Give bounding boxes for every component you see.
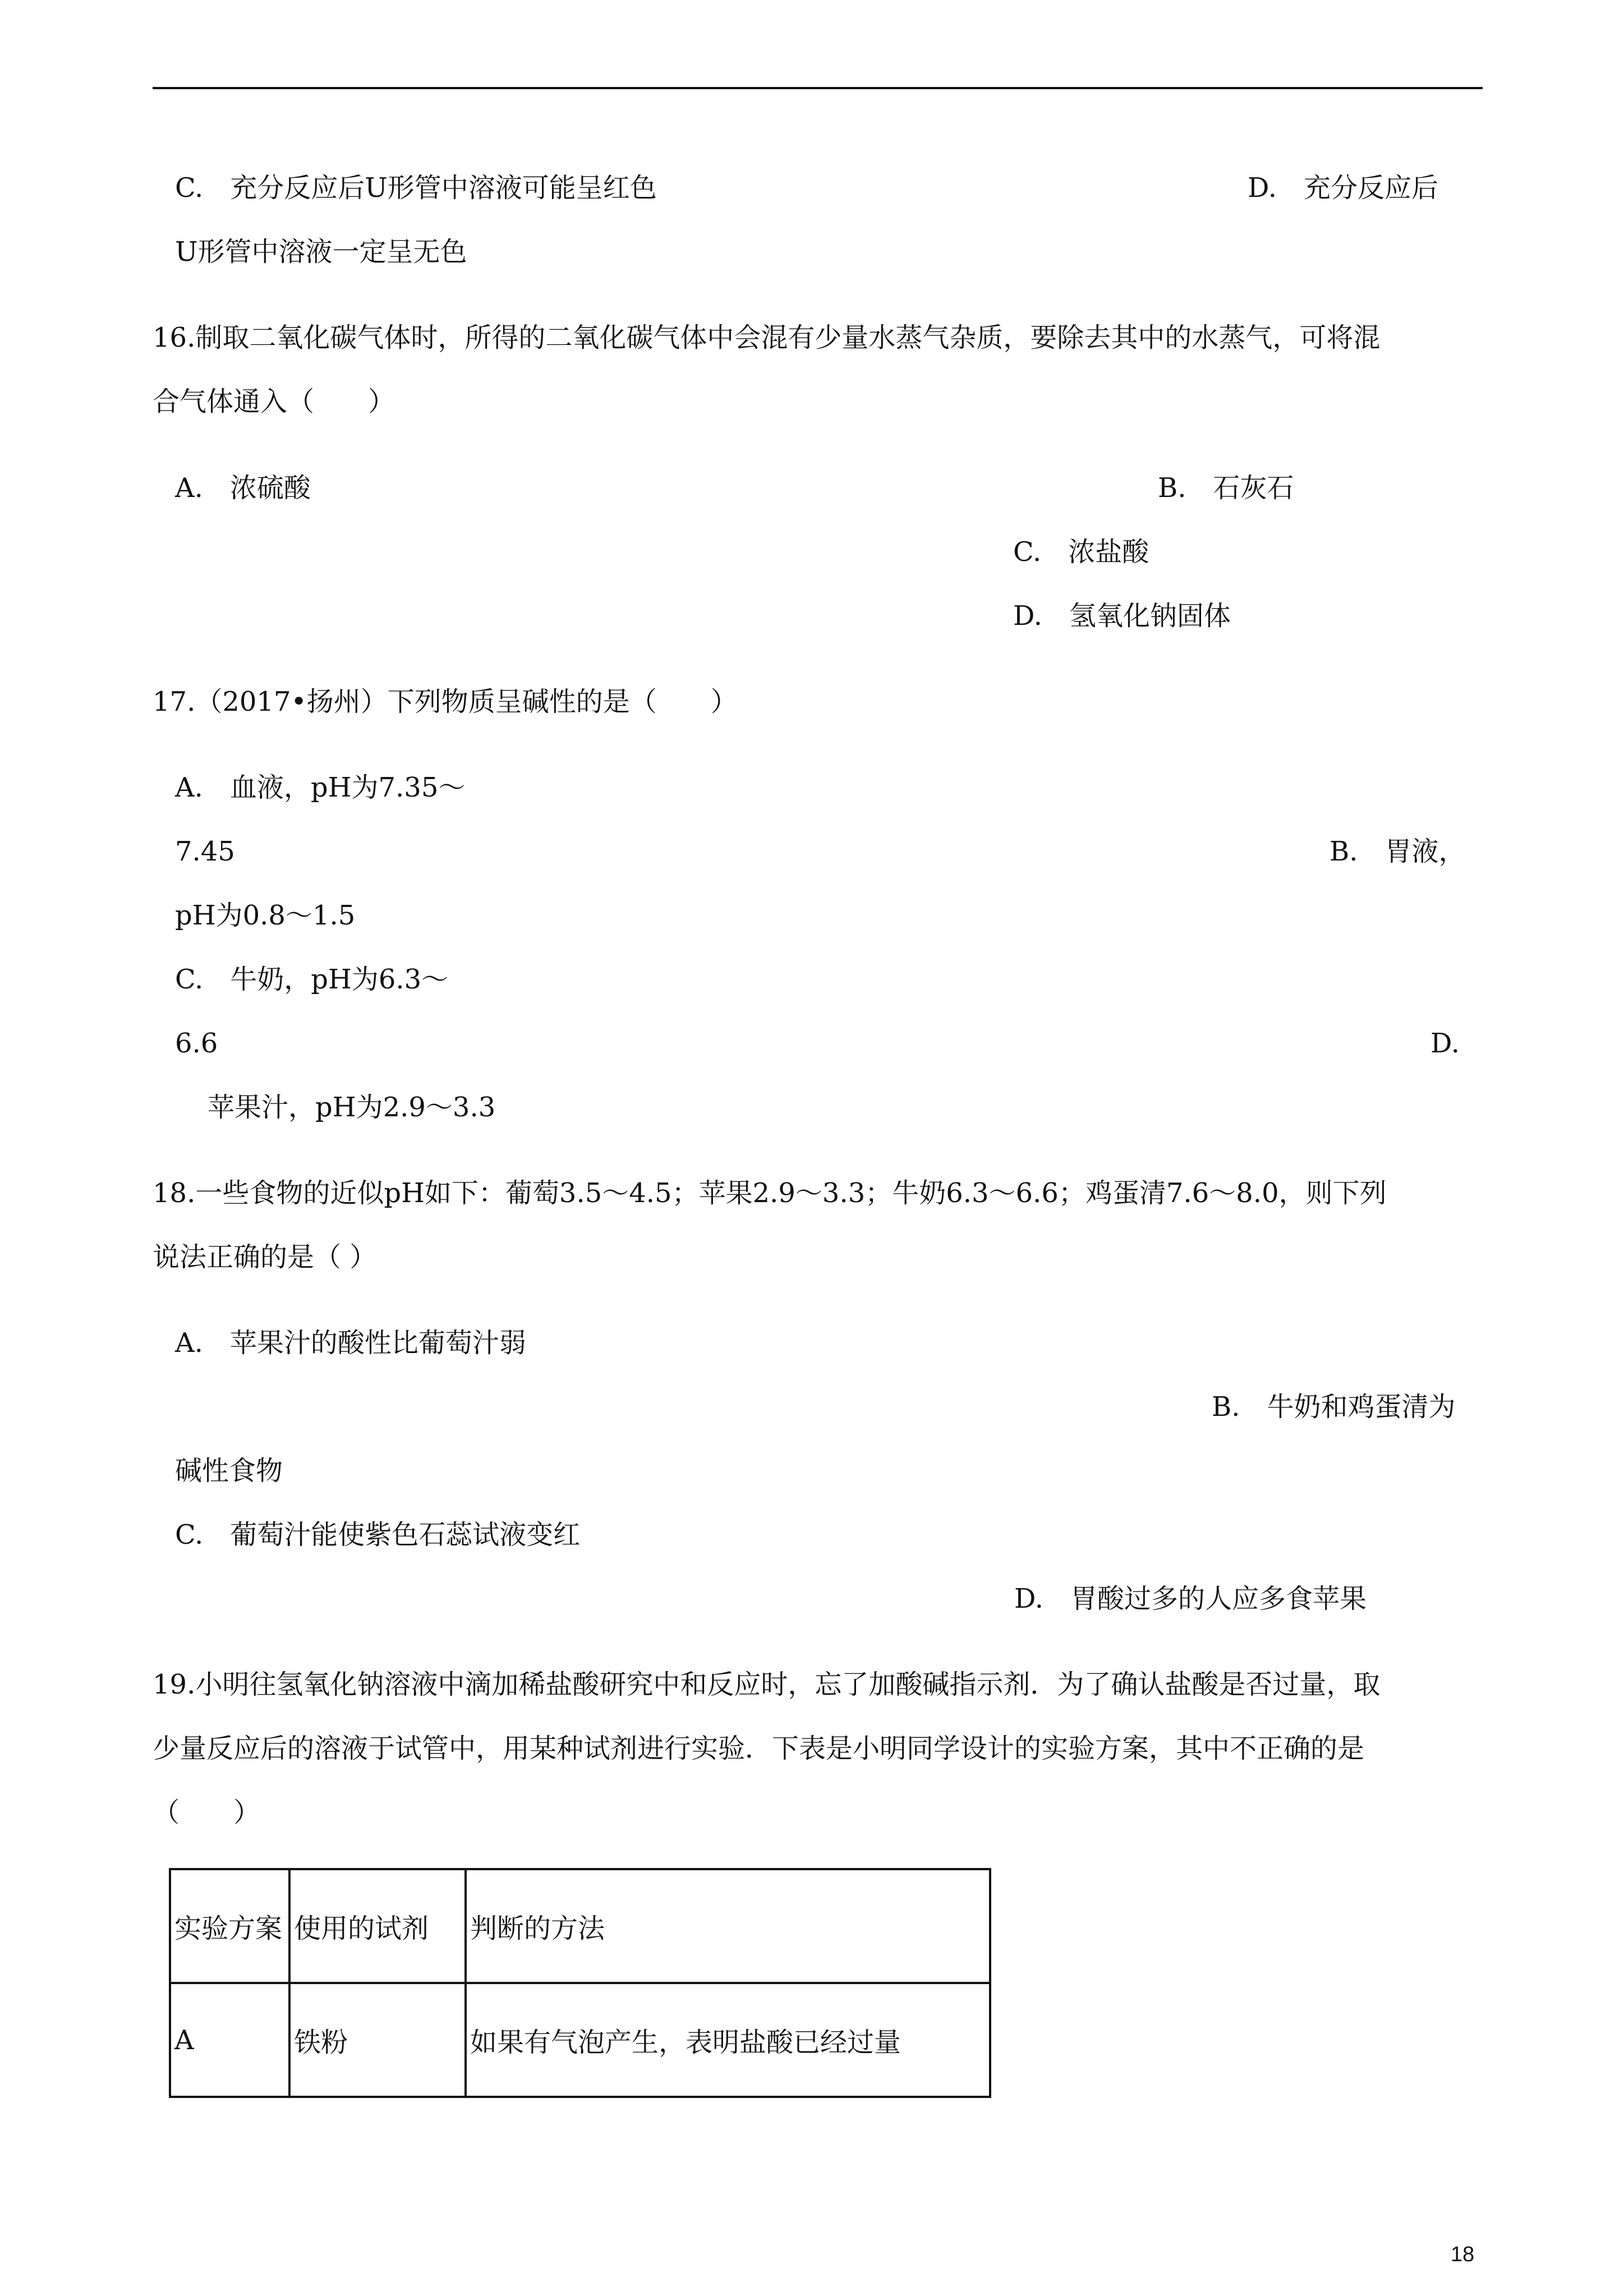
q17-option-d-cont: 苹果汁，pH为2.9～3.3 [208,1092,496,1123]
q15-option-d: D. 充分反应后 [1248,172,1439,204]
table-header-cell: 使用的试剂 [289,1869,466,1983]
table-cell: 铁粉 [289,1983,466,2097]
q19-stem-line1: 19.小明往氢氧化钠溶液中滴加稀盐酸研究中和反应时，忘了加酸碱指示剂．为了确认盐酸是否过量，取 [153,1669,1381,1700]
q16-option-c: C. 浓盐酸 [1013,536,1149,568]
header-rule [153,87,1483,89]
q17-option-b: B. 胃液， [1329,836,1466,867]
page-number: 18 [1451,2243,1475,2266]
q17-option-c: C. 牛奶，pH为6.3～ [175,964,449,995]
q16-option-a: A. 浓硫酸 [175,472,311,504]
q17-stem: 17.（2017•扬州）下列物质呈碱性的是（ ） [153,686,738,717]
q18-option-d: D. 胃酸过多的人应多食苹果 [1014,1583,1367,1614]
table-header-cell: 判断的方法 [466,1869,990,1983]
q17-option-a-cont: 7.45 [175,836,235,867]
q18-option-b: B. 牛奶和鸡蛋清为 [1212,1391,1456,1423]
table-header-cell: 实验方案 [170,1869,289,1983]
q18-stem-line2: 说法正确的是（ ） [153,1241,377,1273]
q18-option-b-cont: 碱性食物 [175,1455,283,1487]
q16-stem-line2: 合气体通入（ ） [153,386,395,417]
q18-stem-line1: 18.一些食物的近似pH如下：葡萄3.5～4.5；苹果2.9～3.3；牛奶6.3～6.6；鸡蛋清7.6～8.0，则下列 [153,1177,1387,1209]
q19-stem-line2: 少量反应后的溶液于试管中，用某种试剂进行实验．下表是小明同学设计的实验方案，其中不正确的是 [153,1733,1365,1764]
q16-stem-line1: 16.制取二氧化碳气体时，所得的二氧化碳气体中会混有少量水蒸气杂质，要除去其中的水蒸气，可将混 [153,322,1381,353]
q19-stem-line3: （ ） [153,1797,261,1828]
table-cell: 如果有气泡产生，表明盐酸已经过量 [466,1983,990,2097]
q17-option-d: D. [1430,1028,1460,1059]
q17-option-c-cont: 6.6 [175,1028,218,1059]
table-header-row [170,1869,990,1983]
q15-option-c: C. 充分反应后U形管中溶液可能呈红色 [175,172,657,204]
experiment-table [169,1868,991,2098]
q18-option-a: A. 苹果汁的酸性比葡萄汁弱 [175,1327,526,1359]
table-row [170,1983,990,2097]
table-cell: A [170,1983,289,2097]
q18-option-c: C. 葡萄汁能使紫色石蕊试液变红 [175,1519,581,1550]
q16-option-b: B. 石灰石 [1158,472,1294,504]
q15-option-d-cont: U形管中溶液一定呈无色 [175,236,467,268]
q17-option-a: A. 血液，pH为7.35～ [175,772,466,803]
q16-option-d: D. 氢氧化钠固体 [1013,600,1231,632]
q17-option-b-cont: pH为0.8～1.5 [175,900,356,931]
